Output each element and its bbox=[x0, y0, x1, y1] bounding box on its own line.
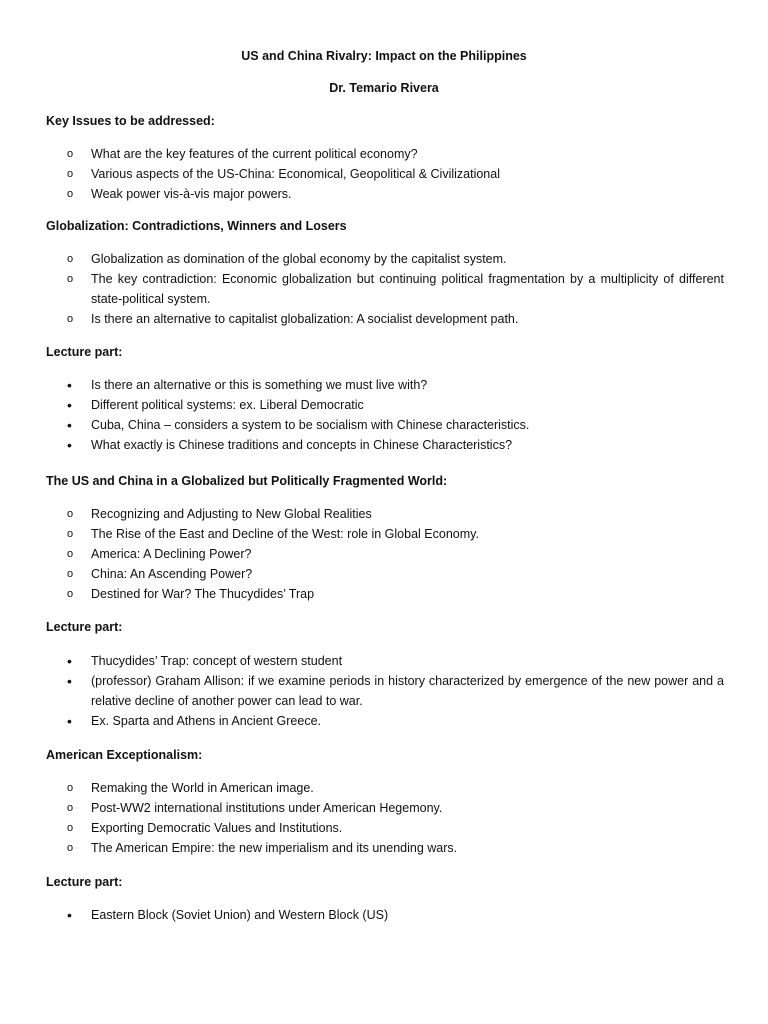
bullet-icon: • bbox=[67, 437, 72, 453]
list-item bbox=[0, 309, 768, 329]
section-heading: Lecture part: bbox=[46, 345, 123, 359]
list-item bbox=[0, 184, 768, 204]
bullet-icon: • bbox=[67, 653, 72, 669]
list-item-text: Eastern Block (Soviet Union) and Western Block (US) bbox=[91, 908, 389, 922]
section-list bbox=[0, 905, 768, 925]
section-heading: Key Issues to be addressed: bbox=[46, 114, 215, 128]
list-item bbox=[0, 524, 768, 544]
section-list bbox=[0, 144, 768, 204]
list-item-text: Recognizing and Adjusting to New Global Realities bbox=[91, 507, 372, 521]
list-item-text: Post-WW2 international institutions under American Hegemony. bbox=[91, 801, 443, 815]
list-item-text: The American Empire: the new imperialism and its unending wars. bbox=[91, 841, 458, 855]
list-item-text: What exactly is Chinese traditions and concepts in Chinese Characteristics? bbox=[91, 438, 513, 452]
document-author: Dr. Temario Rivera bbox=[329, 81, 439, 95]
section-heading: Lecture part: bbox=[46, 620, 123, 634]
list-item bbox=[0, 671, 768, 711]
circle-bullet-icon: o bbox=[67, 253, 74, 265]
bullet-icon: • bbox=[67, 713, 72, 729]
circle-bullet-icon: o bbox=[67, 802, 74, 814]
list-item-text: Destined for War? The Thucydides’ Trap bbox=[91, 587, 315, 601]
list-item bbox=[0, 269, 768, 309]
circle-bullet-icon: o bbox=[67, 273, 74, 285]
list-item bbox=[0, 818, 768, 838]
list-item-text: America: A Declining Power? bbox=[91, 547, 252, 561]
list-item bbox=[0, 651, 768, 671]
section-list bbox=[0, 249, 768, 329]
section-heading: The US and China in a Globalized but Politically Fragmented World: bbox=[46, 474, 448, 488]
circle-bullet-icon: o bbox=[67, 548, 74, 560]
circle-bullet-icon: o bbox=[67, 508, 74, 520]
circle-bullet-icon: o bbox=[67, 188, 74, 200]
list-item bbox=[0, 564, 768, 584]
list-item-text: Different political systems: ex. Liberal Democratic bbox=[91, 398, 364, 412]
list-item-text: Exporting Democratic Values and Institutions. bbox=[91, 821, 343, 835]
list-item-text: Various aspects of the US-China: Economical, Geopolitical & Civilizational bbox=[91, 167, 500, 181]
bullet-icon: • bbox=[67, 417, 72, 433]
circle-bullet-icon: o bbox=[67, 842, 74, 854]
list-item-text: The key contradiction: Economic globalization but continuing political fragmentation by a multiplicity of different state-political system. bbox=[91, 272, 724, 306]
bullet-icon: • bbox=[67, 673, 72, 689]
list-item-text: Remaking the World in American image. bbox=[91, 781, 314, 795]
list-item bbox=[0, 395, 768, 415]
section-list bbox=[0, 375, 768, 455]
list-item-text: Is there an alternative or this is something we must live with? bbox=[91, 378, 428, 392]
list-item bbox=[0, 375, 768, 395]
section-list bbox=[0, 504, 768, 604]
circle-bullet-icon: o bbox=[67, 148, 74, 160]
circle-bullet-icon: o bbox=[67, 528, 74, 540]
section-heading: Globalization: Contradictions, Winners and Losers bbox=[46, 219, 347, 233]
list-item-text: Ex. Sparta and Athens in Ancient Greece. bbox=[91, 714, 322, 728]
list-item-text: Weak power vis-à-vis major powers. bbox=[91, 187, 292, 201]
list-item bbox=[0, 249, 768, 269]
list-item-text: What are the key features of the current political economy? bbox=[91, 147, 418, 161]
list-item-text: Cuba, China – considers a system to be socialism with Chinese characteristics. bbox=[91, 418, 530, 432]
circle-bullet-icon: o bbox=[67, 782, 74, 794]
list-item bbox=[0, 435, 768, 455]
list-item bbox=[0, 164, 768, 184]
list-item-text: China: An Ascending Power? bbox=[91, 567, 253, 581]
list-item bbox=[0, 798, 768, 818]
list-item bbox=[0, 504, 768, 524]
list-item-text: Thucydides’ Trap: concept of western student bbox=[91, 654, 343, 668]
list-item bbox=[0, 838, 768, 858]
list-item bbox=[0, 711, 768, 731]
circle-bullet-icon: o bbox=[67, 822, 74, 834]
list-item bbox=[0, 544, 768, 564]
list-item-text: (professor) Graham Allison: if we examine periods in history characterized by emergence of the new power and a relative decline of another power can lead to war. bbox=[91, 674, 724, 708]
circle-bullet-icon: o bbox=[67, 568, 74, 580]
list-item bbox=[0, 778, 768, 798]
list-item bbox=[0, 415, 768, 435]
list-item-text: The Rise of the East and Decline of the West: role in Global Economy. bbox=[91, 527, 479, 541]
bullet-icon: • bbox=[67, 397, 72, 413]
bullet-icon: • bbox=[67, 907, 72, 923]
circle-bullet-icon: o bbox=[67, 588, 74, 600]
list-item bbox=[0, 144, 768, 164]
list-item-text: Is there an alternative to capitalist globalization: A socialist development path. bbox=[91, 312, 519, 326]
section-heading: Lecture part: bbox=[46, 875, 123, 889]
section-list bbox=[0, 651, 768, 731]
section-list bbox=[0, 778, 768, 858]
bullet-icon: • bbox=[67, 377, 72, 393]
circle-bullet-icon: o bbox=[67, 313, 74, 325]
list-item bbox=[0, 584, 768, 604]
document-title: US and China Rivalry: Impact on the Philippines bbox=[241, 49, 527, 63]
circle-bullet-icon: o bbox=[67, 168, 74, 180]
section-heading: American Exceptionalism: bbox=[46, 748, 203, 762]
list-item bbox=[0, 905, 768, 925]
list-item-text: Globalization as domination of the global economy by the capitalist system. bbox=[91, 252, 507, 266]
